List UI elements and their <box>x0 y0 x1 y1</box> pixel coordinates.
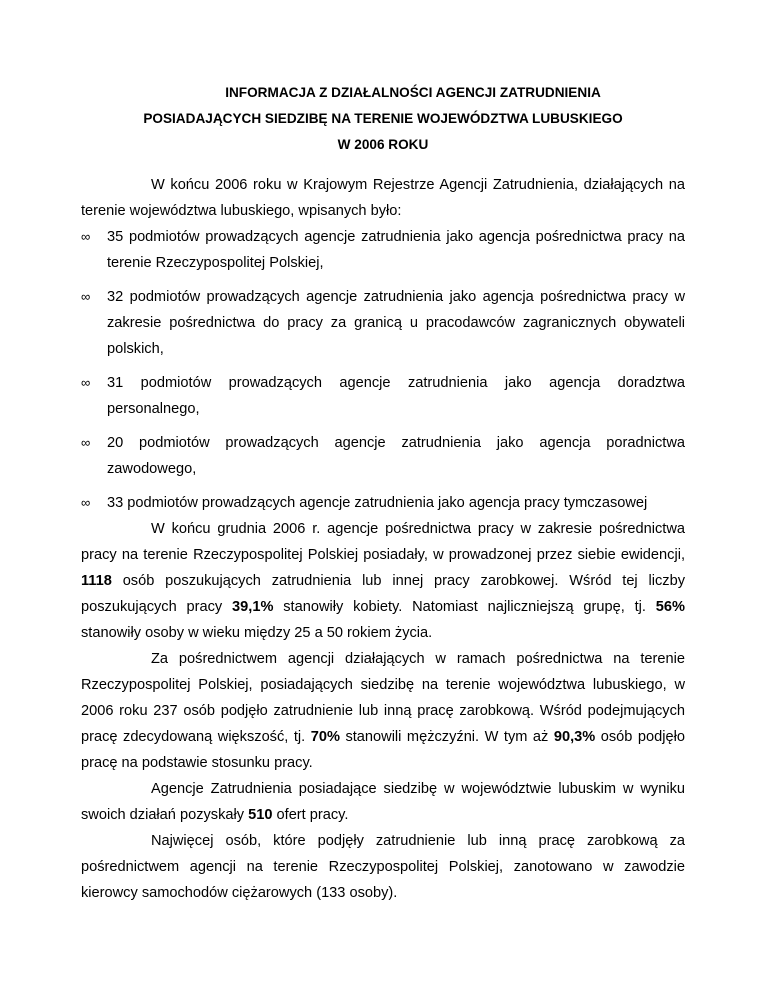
list-item-text: 35 podmiotów prowadzących agencje zatrudnienia jako agencja pośrednictwa pracy na terenie Rzeczypospolitej Polskiej, <box>107 229 685 271</box>
bold-value: 56% <box>655 599 685 615</box>
paragraph-employment <box>81 646 685 776</box>
text-span: Agencje Zatrudnienia posiadające siedzibę w województwie lubuskim w wyniku swoich działań pozyskały <box>81 781 685 823</box>
infinity-bullet-icon: ∞ <box>81 495 91 510</box>
infinity-bullet-icon: ∞ <box>81 375 91 390</box>
list-item-text: 20 podmiotów prowadzących agencje zatrudnienia jako agencja poradnictwa zawodowego, <box>107 435 685 477</box>
list-item <box>81 284 685 362</box>
paragraph-job-seekers <box>81 516 685 646</box>
text-span: osób poszukujących zatrudnienia lub innej pracy zarobkowej. Wśród tej liczby poszukujących pracy <box>81 573 685 615</box>
text-span: stanowiły kobiety. Natomiast najliczniejszą grupę, tj. <box>273 599 656 615</box>
infinity-bullet-icon: ∞ <box>81 289 91 304</box>
bold-value: 90,3% <box>553 729 596 745</box>
list-item-text: 31 podmiotów prowadzących agencje zatrudnienia jako agencja doradztwa personalnego, <box>107 375 685 417</box>
text-span: Za pośrednictwem agencji działających w ramach pośrednictwa na terenie Rzeczypospolitej Polskiej, posiadających siedzibę na terenie województwa lubuskiego, w 2006 roku 237 osób podjęło zatrudnienie lub inną pracę zarobkową. Wśród podejmujących pracę zdecydowaną większość, tj. <box>81 651 685 745</box>
bold-value: 1118 <box>81 573 112 589</box>
list-item <box>81 490 685 516</box>
title-line-1: INFORMACJA Z DZIAŁALNOŚCI AGENCJI ZATRUDNIENIA <box>225 85 601 100</box>
list-item-text: 32 podmiotów prowadzących agencje zatrudnienia jako agencja pośrednictwa pracy w zakresie pośrednictwa do pracy za granicą u pracodawców zagranicznych obywateli polskich, <box>107 289 685 357</box>
list-item-text: 33 podmiotów prowadzących agencje zatrudnienia jako agencja pracy tymczasowej <box>107 495 648 511</box>
intro-paragraph: W końcu 2006 roku w Krajowym Rejestrze Agencji Zatrudnienia, działających na terenie województwa lubuskiego, wpisanych było: <box>81 177 685 219</box>
infinity-bullet-icon: ∞ <box>81 229 91 244</box>
text-span: stanowiły osoby w wieku między 25 a 50 rokiem życia. <box>81 625 433 641</box>
title-line-2: POSIADAJĄCYCH SIEDZIBĘ NA TERENIE WOJEWÓDZTWA LUBUSKIEGO <box>143 111 623 126</box>
document-body <box>81 172 685 906</box>
document-page <box>81 80 685 906</box>
list-item <box>81 430 685 482</box>
list-item <box>81 370 685 422</box>
bold-value: 510 <box>248 807 273 823</box>
text-span: ofert pracy. <box>272 807 349 823</box>
text-span: osób podjęło pracę na podstawie stosunku pracy. <box>81 729 685 771</box>
title-line-3: W 2006 ROKU <box>337 137 429 152</box>
document-title <box>81 80 685 158</box>
agency-list <box>81 224 685 516</box>
paragraph-professions: Najwięcej osób, które podjęły zatrudnienie lub inną pracę zarobkową za pośrednictwem agencji na terenie Rzeczypospolitej Polskiej, zanotowano w zawodzie kierowcy samochodów ciężarowych (133 osoby). <box>81 833 685 901</box>
text-span: W końcu grudnia 2006 r. agencje pośrednictwa pracy w zakresie pośrednictwa pracy na terenie Rzeczypospolitej Polskiej posiadały, w prowadzonej przez siebie ewidencji, <box>81 521 685 563</box>
text-span: stanowili mężczyźni. W tym aż <box>339 729 554 745</box>
list-item <box>81 224 685 276</box>
bold-value: 39,1% <box>232 599 274 615</box>
bold-value: 70% <box>310 729 340 745</box>
paragraph-job-offers <box>81 776 685 828</box>
infinity-bullet-icon: ∞ <box>81 435 91 450</box>
